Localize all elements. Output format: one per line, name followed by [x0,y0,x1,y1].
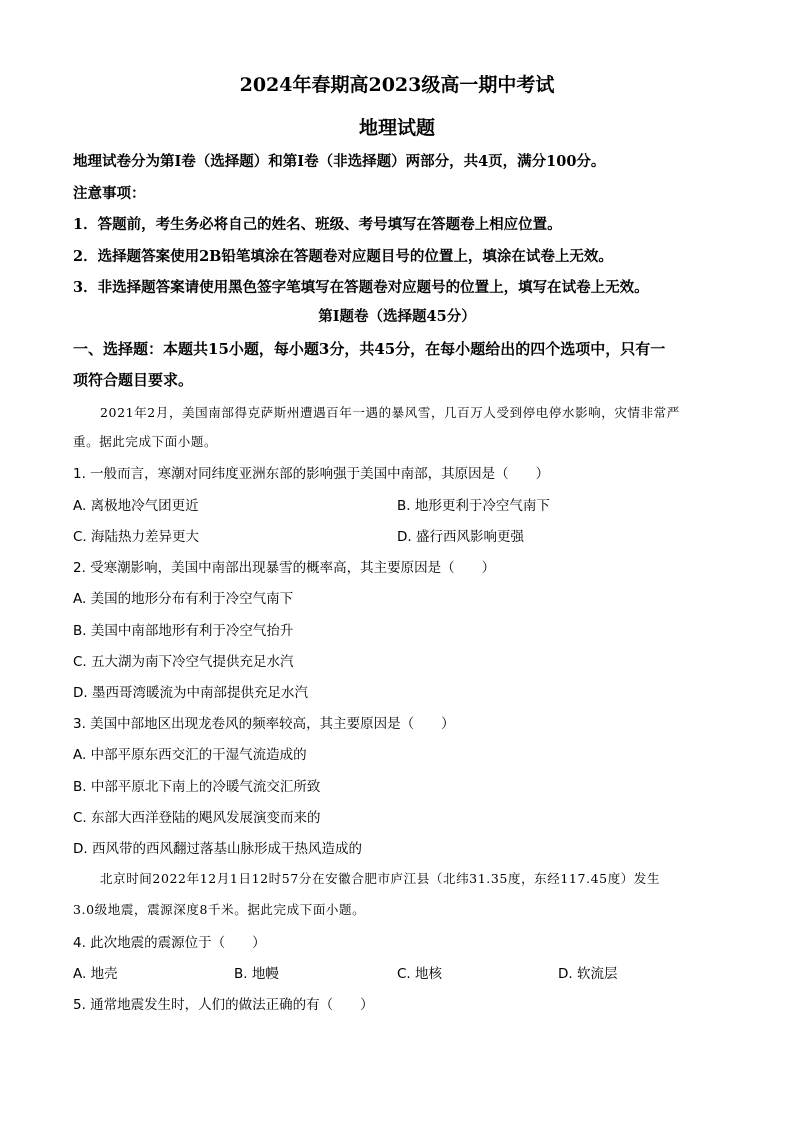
question-1-option-c[interactable]: C. 海陆热力差异更大 [73,529,200,545]
question-4-stem: 4. 此次地震的震源位于（ ） [73,935,266,951]
question-4-option-d[interactable]: D. 软流层 [558,966,618,982]
question-2-option-a[interactable]: A. 美国的地形分布有利于冷空气南下 [73,591,294,607]
question-3-option-a[interactable]: A. 中部平原东西交汇的干湿气流造成的 [73,747,307,763]
notice-rule-3: 3．非选择题答案请使用黑色签字笔填写在答题卷对应题号的位置上，填写在试卷上无效。 [73,279,649,296]
question-4-option-b[interactable]: B. 地幔 [234,966,279,982]
material-1-line-1: 2021年2月，美国南部得克萨斯州遭遇百年一遇的暴风雪，几百万人受到停电停水影响，灾情非常严 [100,405,680,420]
question-3-option-b[interactable]: B. 中部平原北下南上的冷暖气流交汇所致 [73,779,321,795]
question-2-option-c[interactable]: C. 五大湖为南下冷空气提供充足水汽 [73,654,294,670]
section-title: 第Ⅰ题卷（选择题45分） [318,308,476,325]
question-1-option-d[interactable]: D. 盛行西风影响更强 [397,529,524,545]
notice-rule-1: 1．答题前，考生务必将自己的姓名、班级、考号填写在答题卷上相应位置。 [73,216,562,233]
intro-line: 地理试卷分为第Ⅰ卷（选择题）和第Ⅰ卷（非选择题）两部分，共4页，满分100分。 [73,153,606,170]
section-heading-line-1: 一、选择题：本题共15小题，每小题3分，共45分，在每小题给出的四个选项中，只有一 [73,340,666,358]
exam-subject: 地理试题 [358,117,435,139]
question-3-option-d[interactable]: D. 西风带的西风翻过落基山脉形成干热风造成的 [73,841,362,857]
question-4-option-c[interactable]: C. 地核 [397,966,443,982]
question-2-option-d[interactable]: D. 墨西哥湾暖流为中南部提供充足水汽 [73,685,308,701]
section-heading-line-2: 项符合题目要求。 [73,371,194,389]
question-1-stem: 1. 一般而言，寒潮对同纬度亚洲东部的影响强于美国中南部，其原因是（ ） [73,466,550,482]
question-2-stem: 2. 受寒潮影响，美国中南部出现暴雪的概率高，其主要原因是（ ） [73,560,496,576]
question-5-stem: 5. 通常地震发生时，人们的做法正确的有（ ） [73,997,374,1013]
exam-title: 2024年春期高2023级高一期中考试 [239,74,555,96]
question-1-option-b[interactable]: B. 地形更利于冷空气南下 [397,498,550,514]
material-2-line-1: 北京时间2022年12月1日12时57分在安徽合肥市庐江县（北纬31.35度，东经117.45度）发生 [100,871,661,886]
question-2-option-b[interactable]: B. 美国中南部地形有利于冷空气抬升 [73,623,294,639]
question-1-option-a[interactable]: A. 离极地冷气团更近 [73,498,199,514]
notice-rule-2: 2．选择题答案使用2B铅笔填涂在答题卷对应题目号的位置上，填涂在试卷上无效。 [73,248,613,265]
material-2-line-2: 3.0级地震，震源深度8千米。据此完成下面小题。 [73,902,366,917]
question-4-option-a[interactable]: A. 地壳 [73,966,118,982]
notice-title: 注意事项： [73,185,146,202]
material-1-line-2: 重。据此完成下面小题。 [73,434,218,449]
question-3-option-c[interactable]: C. 东部大西洋登陆的飓风发展演变而来的 [73,810,321,826]
question-3-stem: 3. 美国中部地区出现龙卷风的频率较高，其主要原因是（ ） [73,716,455,732]
